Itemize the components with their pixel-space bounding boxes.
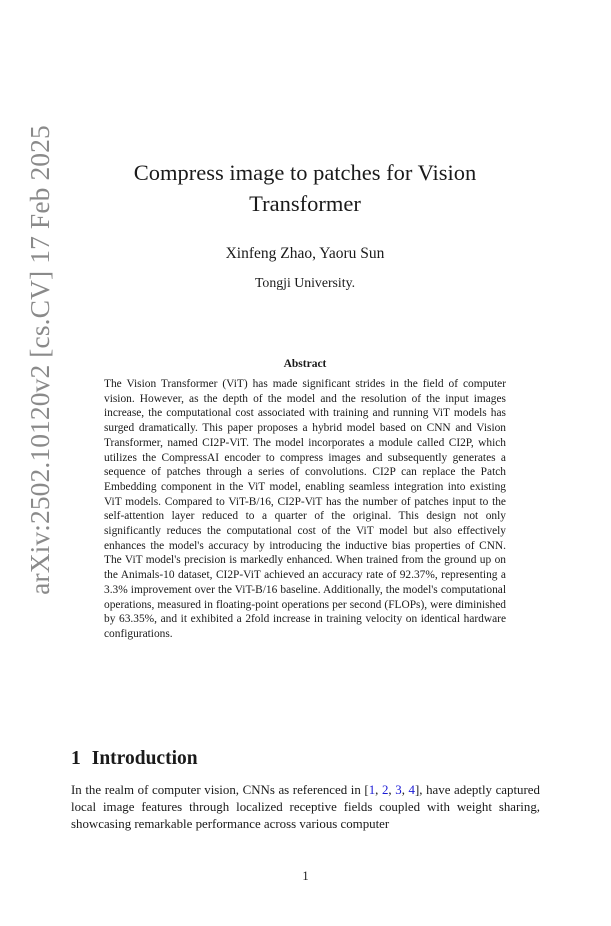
citation-link[interactable]: 4 (408, 783, 415, 797)
abstract-text: The Vision Transformer (ViT) has made significant strides in the field of computer vision. However, as the depth of the model and the resolution of the input images increase, the computational cost associated with training and running ViT models has surged dramatically. This paper proposes a hybrid model based on CNN and Vision Transformer, named CI2P-ViT. The model incorporates a module called CI2P, which utilizes the CompressAI encoder to compress images and subsequently generates a sequence of patches through a series of convolutions. CI2P can replace the Patch Embedding component in the ViT model, enabling seamless integration into existing ViT models. Compared to ViT-B/16, CI2P-ViT has the number of patches input to the self-attention layer reduced to a quarter of the original. This design not only significantly reduces the computational cost of the ViT model but also effectively enhances the model's accuracy by introducing the inductive bias properties of CNN. The ViT model's precision is markedly enhanced. When trained from the ground up on the Animals-10 dataset, CI2P-ViT achieved an accuracy rate of 92.37%, representing a 3.3% improvement over the ViT-B/16 baseline. Additionally, the model's computational operations, measured in floating-point operations per second (FLOPs), were diminished by 63.35%, and it exhibited a 2fold increase in training velocity on identical hardware configurations. (104, 378, 506, 640)
section-heading (71, 746, 198, 772)
intro-text-after: ], have adeptly captured local image features through localized receptive fields coupled with weight sharing, showcasing remarkable performance across various computer (71, 783, 540, 832)
citation-separator: , (388, 783, 396, 797)
section-title: Introduction (91, 748, 198, 769)
paper-title: Compress image to patches for Vision Transformer (133, 160, 477, 216)
citation-separator: , (401, 783, 409, 797)
arxiv-identifier-text: arXiv:2502.10120v2 [cs.CV] 17 Feb 2025 (24, 125, 56, 595)
section-number: 1 (71, 748, 81, 769)
abstract-heading: Abstract (283, 358, 327, 370)
affiliation: Tongji University. (254, 275, 356, 290)
citation-separator: , (375, 783, 382, 797)
citation-link[interactable]: 1 (368, 783, 376, 797)
arxiv-identifier (22, 115, 58, 605)
authors: Xinfeng Zhao, Yaoru Sun (225, 245, 385, 262)
introduction-paragraph (71, 782, 540, 834)
citation-link[interactable]: 3 (395, 783, 402, 797)
citation-link[interactable]: 2 (381, 783, 389, 797)
intro-text-before: In the realm of computer vision, CNNs as referenced in [ (71, 783, 369, 797)
page-number: 1 (302, 869, 309, 883)
